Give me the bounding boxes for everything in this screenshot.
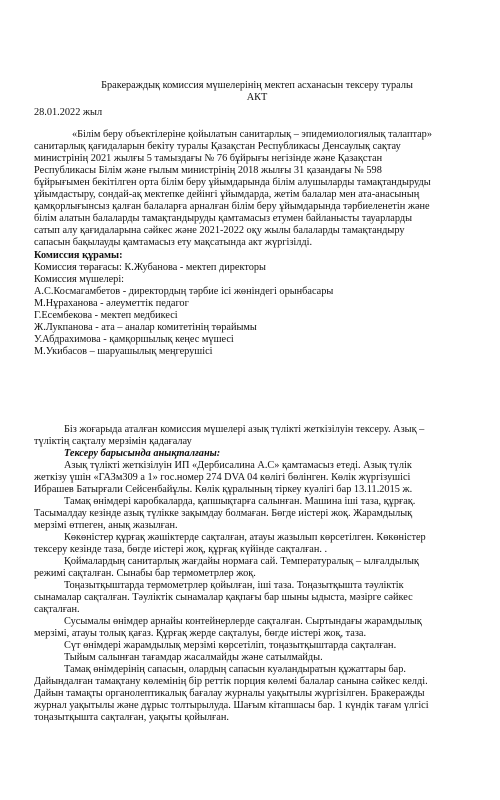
vegetables-line: тексеру кезінде таза, бөгде иістері жоқ, құрғақ күйінде сақталған. . — [34, 544, 328, 555]
supplier-line: Азық түлікті жеткізілуін ИП «Дербисалина А.С» қамтамасыз етеді. Азық түлік — [64, 460, 412, 471]
fridge-line: сақталған. — [34, 604, 80, 615]
bulk-products-line: мерзімі, атауы толық қағаз. Құрғақ жерде сақталуы, бөгде иістері жоқ, таза. — [34, 628, 367, 639]
intro-line: білім алатын балаларды тамақтандыруды қамтамасыз етумен байланысты тауарларды — [34, 213, 412, 224]
commission-member: А.С.Космагамбетов - директордың тәрбие ісі жөніндегі орынбасары — [34, 286, 334, 297]
intro-line: сатып алу қағидаларына сәйкес және 2021-2022 оқу жылы балаларды тамақтандыру — [34, 225, 405, 236]
title-line-1: Бракераждық комиссия мүшелерінің мектеп асханасын тексеру туралы — [101, 80, 413, 91]
intro-paragraph — [34, 129, 480, 249]
packaging-line: Тамақ өнімдері каробкаларда, қапшықтарға салынған. Машина іші таза, құрғақ. — [64, 496, 416, 507]
bulk-products-line: Сусымалы өнімдер арнайы контейнерлерде сақталған. Сыртындағы жарамдылық — [64, 616, 422, 627]
dairy-line: Сүт өнімдері жарамдылық мерзімі көрсетіліп, тоңазытқыштарда сақталған. — [64, 640, 397, 651]
supplier-line: Ибрашев Батырғали Сейсенбайұлы. Көлік құралының тіркеу куәлігі бар 13.11.2015 ж. — [34, 484, 413, 495]
document-title — [34, 80, 480, 104]
check-paragraph-line: түліктің сақталу мерзімін қадағалау — [34, 436, 192, 447]
packaging-line: мерзімі өтпеген, анық жазылған. — [34, 520, 178, 531]
check-paragraph-line: Біз жоғарыда аталған комиссия мүшелері азық түлікті жеткізілуін тексеру. Азық – — [64, 424, 425, 435]
intro-line: қамқорлығынсыз қалған балаларға арналған білім беру ұйымдарында тәрбиеленетін және — [34, 201, 430, 212]
quality-line: Тамақ өнімдерінің сапасын, олардың сапасын куәландыратын құжаттары бар. — [64, 664, 406, 675]
intro-line: сапасын бақылауды қамтамасыз ету мақсатында акт жүргізілді. — [34, 237, 313, 248]
supplier-line: жеткізу үшін «ГАЗм309 а 1» гос.номер 274 DVA 04 көлігі бөлінген. Көлік жүргізушісі — [34, 472, 411, 483]
intro-line: министрінің 2021 жылғы 5 тамыздағы № 76 бұйрығы негізінде және Қазақстан — [34, 153, 383, 164]
intro-line: ұйымдастыру, сондай-ақ мектепке дейінгі ұйымдарда, жетім балалар мен ата-анасының — [34, 189, 420, 200]
commission-section — [34, 250, 480, 358]
packaging-line: Тасымалдау кезінде азық түлікке зақымдау болмаған. Бөгде иістері жоқ. Жарамдылық — [34, 508, 413, 519]
commission-member: У.Абдрахимова - қамқоршылық кеңес мүшесі — [34, 334, 234, 345]
date-text: 28.01.2022 жыл — [34, 107, 103, 118]
fridge-line: Тоңазытқыштарда термометрлер қойылған, іші таза. Тоңазытқышта тәуліктік — [64, 580, 404, 591]
document-date — [34, 107, 480, 119]
commission-members-heading: Комиссия мүшелері: — [34, 274, 125, 285]
quality-line: тоңазытқышта сақталған, уақыты қойылған. — [34, 712, 229, 723]
findings-heading: Тексеру барысында анықталғаны: — [64, 448, 221, 459]
inspection-section — [34, 424, 480, 724]
storage-line: режимі сақталған. Сынабы бар термометрлер жоқ. — [34, 568, 256, 579]
commission-chair: Комиссия төрағасы: К.Жубанова - мектеп директоры — [34, 262, 266, 273]
fridge-line: сынамалар сақталған. Тәуліктік сынамалар қақпағы бар шыны ыдыста, мәзірге сәйкес — [34, 592, 413, 603]
commission-member: Ж.Лукпанова - ата – аналар комитетінің төрайымы — [34, 322, 257, 333]
commission-member: Г.Есембекова - мектеп медбикесі — [34, 310, 178, 321]
quality-line: журнал уақытылы және дұрыс толтырылуда. Шағым кітапшасы бар. 1 күндік тағам үлгісі — [34, 700, 429, 711]
intro-line: «Білім беру объектілеріне қойылатын санитарлық – эпидемиологиялық талаптар» — [72, 129, 432, 140]
commission-heading: Комиссия құрамы: — [34, 250, 123, 261]
quality-line: Дайындалған тамақтану көлемінің бір реттік порция көлемі балалар санына сәйкес келді. — [34, 676, 428, 687]
quality-line: Дайын тамақты органолептикалық бағалау журналы уақытылы жүргізілген. Бракеражды — [34, 688, 425, 699]
vegetables-line: Көкөністер құрғақ жәшіктерде сақталған, атауы жазылып көрсетілген. Көкөністер — [64, 532, 426, 543]
commission-member: М.Нұраханова - әлеуметтік педагог — [34, 298, 189, 309]
intro-line: Республикасы Білім және ғылым министрінің 2018 жылғы 31 қазандағы № 598 — [34, 165, 382, 176]
storage-line: Қоймалардың санитарлық жағдайы нормаға сай. Температуралық – ылғалдылық — [64, 556, 419, 567]
commission-member: М.Укибасов – шаруашылық меңгерушісі — [34, 346, 213, 357]
intro-line: санитарлық қағидаларын бекіту туралы Қазақстан Республикасы Денсаулық сақтау — [34, 141, 401, 152]
intro-line: бұйрығымен бекітілген орта білім беру ұйымдарында білім алушыларды тамақтандыруды — [34, 177, 431, 188]
title-line-2: АКТ — [246, 92, 268, 103]
dairy-line: Тыйым салынған тағамдар жасалмайды және сатылмайды. — [64, 652, 323, 663]
